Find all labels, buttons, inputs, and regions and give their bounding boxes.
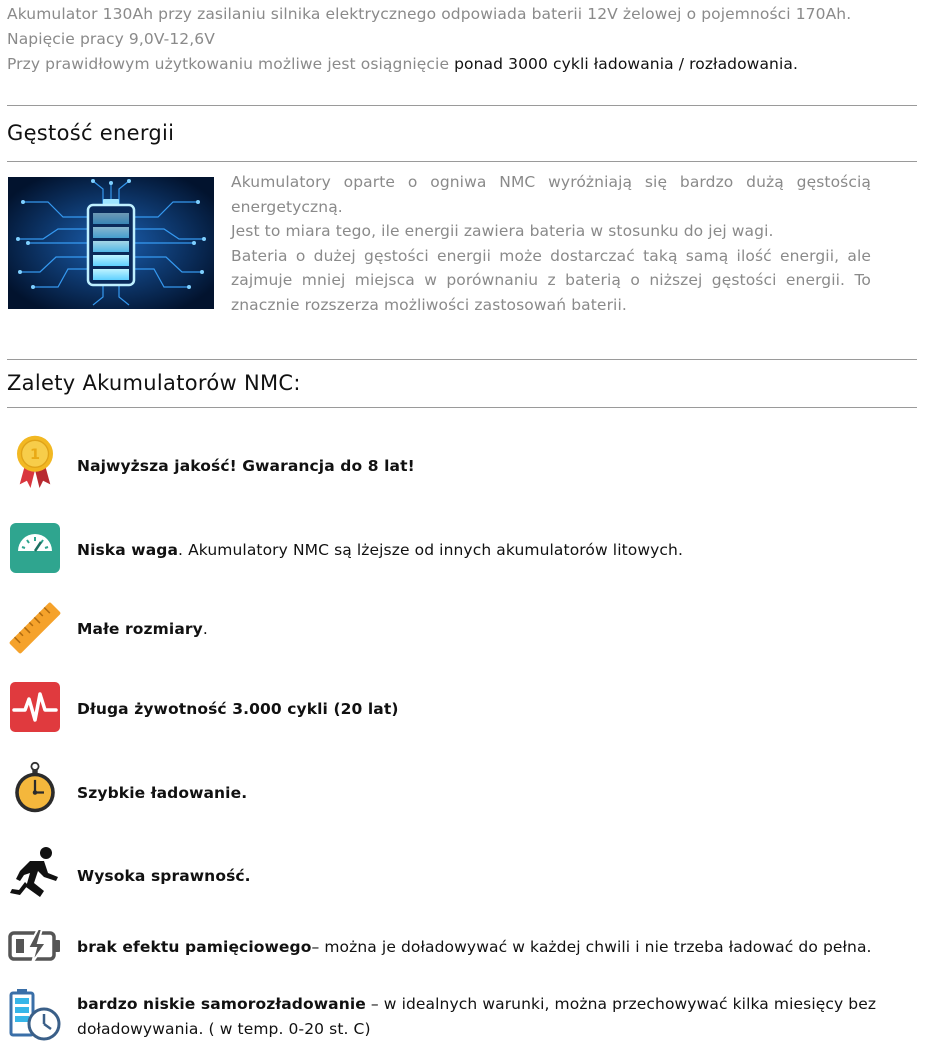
feature-charging: Szybkie ładowanie. <box>77 784 248 802</box>
ruler-icon <box>8 601 62 655</box>
feature-size: Małe rozmiary <box>77 620 203 638</box>
feature-self-discharge-desc: – w idealnych warunki, można przechowywać kilka miesięcy bez doładowywania. ( w temp. 0-20 st. C) <box>77 995 877 1038</box>
feature-weight: Niska waga <box>77 541 179 559</box>
list-item <box>77 935 917 960</box>
intro-line-voltage: Napięcie pracy 9,0V-12,6V <box>7 30 215 48</box>
stopwatch-icon <box>8 761 62 815</box>
divider <box>7 105 917 106</box>
feature-memory-desc: – można je doładowywać w każdej chwili i nie trzeba ładować do pełna. <box>311 938 872 956</box>
divider <box>7 161 917 162</box>
energy-heading: Gęstość energii <box>7 121 175 145</box>
medal-icon <box>8 434 62 488</box>
feature-lifetime: Długa żywotność 3.000 cykli (20 lat) <box>77 700 399 718</box>
energy-paragraph: Akumulatory oparte o ogniwa NMC wyróżniają się bardzo dużą gęstością energetyczną. <box>231 173 871 216</box>
battery-clock-icon <box>8 988 62 1042</box>
advantages-heading: Zalety Akumulatorów NMC: <box>7 371 301 395</box>
intro-cycles-highlight: ponad 3000 cykli ładowania / rozładowania. <box>454 55 799 73</box>
battery-charging-icon <box>8 919 62 973</box>
intro-line-cycles <box>7 52 917 77</box>
svg-text:1: 1 <box>29 447 41 464</box>
intro-line-capacity: Akumulator 130Ah przy zasilaniu silnika elektrycznego odpowiada baterii 12V żelowej o pojemności 170Ah. <box>7 5 852 23</box>
list-item <box>77 454 917 479</box>
list-item <box>77 697 917 722</box>
scale-icon <box>8 521 62 575</box>
energy-paragraph: Bateria o dużej gęstości energii może dostarczać taką samą ilość energii, ale zajmuje mniej miejsca w porównaniu z baterią o niższej gęstości energii. To znacznie rozszerza możliwości zastosowań baterii. <box>231 246 871 314</box>
energy-paragraph: Jest to miara tego, ile energii zawiera bateria w stosunku do jej wagi. <box>231 222 774 240</box>
feature-self-discharge: bardzo niskie samorozładowanie <box>77 995 366 1013</box>
runner-icon <box>8 845 62 899</box>
feature-weight-desc: . Akumulatory NMC są lżejsze od innych akumulatorów litowych. <box>178 541 684 559</box>
feature-quality: Najwyższa jakość! Gwarancja do 8 lat! <box>77 457 415 475</box>
list-item <box>77 538 917 563</box>
energy-description <box>231 170 871 317</box>
divider <box>7 407 917 408</box>
list-item <box>77 864 917 889</box>
circuit-battery-image <box>8 177 214 309</box>
list-item <box>77 617 917 642</box>
intro-text <box>7 2 917 77</box>
list-item <box>77 992 917 1042</box>
divider <box>7 359 917 360</box>
feature-efficiency: Wysoka sprawność. <box>77 867 251 885</box>
heartbeat-icon <box>8 680 62 734</box>
feature-size-desc: . <box>202 620 208 638</box>
feature-memory: brak efektu pamięciowego <box>77 938 312 956</box>
intro-cycles-lead: Przy prawidłowym użytkowaniu możliwe jest osiągnięcie <box>7 55 455 73</box>
list-item <box>77 781 917 806</box>
